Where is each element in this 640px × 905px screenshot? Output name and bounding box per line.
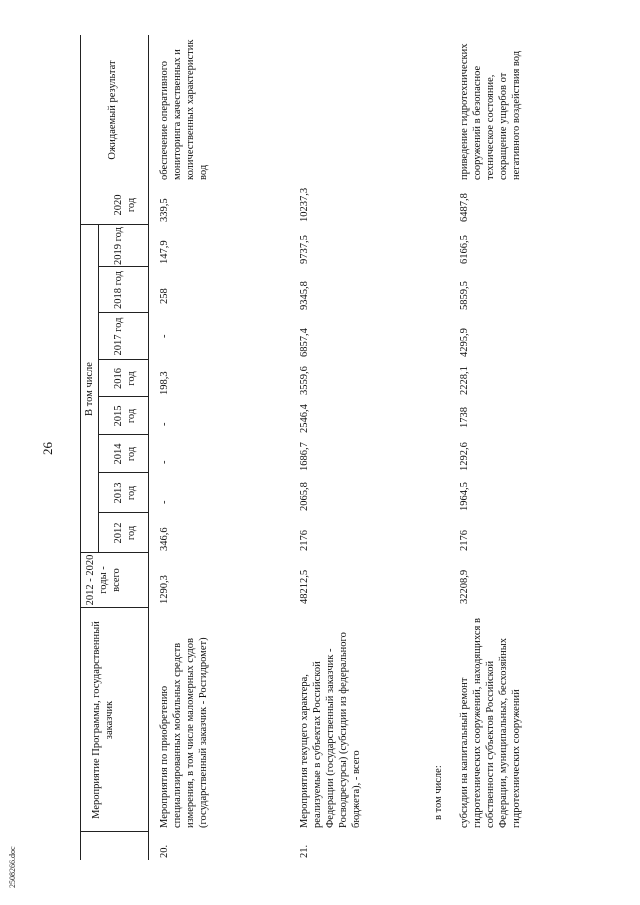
row-21-y2019: 9737,5 [299, 235, 310, 264]
row-20-y2016: 198,3 [159, 371, 170, 395]
header-in-that-number: В том числе [84, 362, 95, 416]
col-divider-1 [80, 831, 148, 832]
header-year-2012: 2012 год [113, 522, 137, 544]
subsidy-row-event: субсидии на капитальный ремонт гидротехнических сооружений, находящихся в собственности субъектов Российской Федерации, муниципальных, бесхозяйных гидротехнических сооружений [459, 618, 522, 828]
subsidy-row-y2017: 4295,9 [459, 328, 470, 357]
row-21-y2013: 2065,8 [299, 482, 310, 511]
row-21-number: 21. [299, 844, 310, 858]
header-year-2020: 2020 год [113, 194, 137, 216]
row-21-y2012: 2176 [299, 530, 310, 551]
col-divider-y2019 [98, 266, 148, 267]
col-divider-y2017 [98, 359, 148, 360]
row-21-y2018: 9345,8 [299, 281, 310, 310]
subsidy-row-y2016: 2228,1 [459, 366, 470, 395]
subsidy-row-y2013: 1964,5 [459, 482, 470, 511]
row-21-event: Мероприятия текущего характера, реализуемые в субъектах Российской Федерации (государственный заказчик - Росводресурсы) (субсидии из федерального бюджета), - всего [299, 632, 362, 828]
header-total: 2012 - 2020 годы - всего [85, 554, 122, 606]
subsidy-row-result: приведение гидротехнических сооружений в безопасное техническое состояние, сокращение ущербов от негативного воздействия вод [459, 43, 522, 180]
row-20-y2019: 147,9 [159, 240, 170, 264]
subsidy-row-y2012: 2176 [459, 530, 470, 551]
col-divider-y2014 [98, 472, 148, 473]
rotated-table [80, 35, 620, 860]
row-20-number: 20. [159, 844, 170, 858]
col-divider-y2015 [98, 434, 148, 435]
row-20-y2015: - [159, 422, 170, 426]
subsidy-row-y2014: 1292,6 [459, 442, 470, 471]
header-year-2013: 2013 год [113, 482, 137, 504]
row-20-y2013: - [159, 500, 170, 504]
col-divider-2 [80, 607, 148, 608]
row-21-y2020: 10237,3 [299, 187, 310, 222]
subsidy-row-y2019: 6166,5 [459, 235, 470, 264]
row-21-y2016: 3559,6 [299, 366, 310, 395]
row-20-y2012: 346,6 [159, 527, 170, 551]
header-year-2014: 2014 год [113, 443, 137, 465]
col-divider-y2016 [98, 396, 148, 397]
row-20-result: обеспечение оперативного мониторинга качественных и количественных характеристик вод [159, 39, 209, 180]
row-21-y2017: 6857,4 [299, 328, 310, 357]
row-20-total: 1290,3 [159, 575, 170, 604]
header-year-2019: 2019 год [113, 227, 124, 265]
header-event: Мероприятие Программы, государственный заказчик [91, 621, 115, 819]
page-number: 26 [40, 442, 55, 455]
row-21-y2015: 2546,4 [299, 404, 310, 433]
header-year-2017: 2017 год [113, 317, 124, 356]
row-20-y2014: - [159, 460, 170, 464]
row-21-total: 48212,5 [299, 569, 310, 604]
row-20-event: Мероприятия по приобретению специализированных мобильных средств измерения, в том числе маломерных судов (государственный заказчик - Росгидромет) [159, 637, 209, 828]
header-bottom-line [148, 35, 149, 860]
subsidy-row-total: 32208,9 [459, 569, 470, 604]
subsidy-row-y2018: 5859,5 [459, 281, 470, 310]
header-year-2018: 2018 год [113, 271, 124, 309]
col-divider-y2018 [98, 312, 148, 313]
subsidy-row-y2020: 6487,8 [459, 193, 470, 222]
header-result: Ожидаемый результат [107, 60, 118, 160]
col-divider-y2013 [98, 512, 148, 513]
header-year-2016: 2016 год [113, 368, 137, 389]
file-reference: 2508266.doc [8, 846, 17, 888]
subitems-caption: в том числе: [433, 765, 444, 820]
header-year-2015: 2015 год [113, 405, 137, 427]
row-21-y2014: 1686,7 [299, 442, 310, 471]
subsidy-row-y2015: 1738 [459, 407, 470, 428]
table-top-line [80, 35, 81, 860]
row-20-y2018: 258 [159, 288, 170, 304]
row-20-y2020: 339,5 [159, 198, 170, 222]
subheader-line [98, 225, 99, 553]
row-20-y2017: - [159, 334, 170, 338]
